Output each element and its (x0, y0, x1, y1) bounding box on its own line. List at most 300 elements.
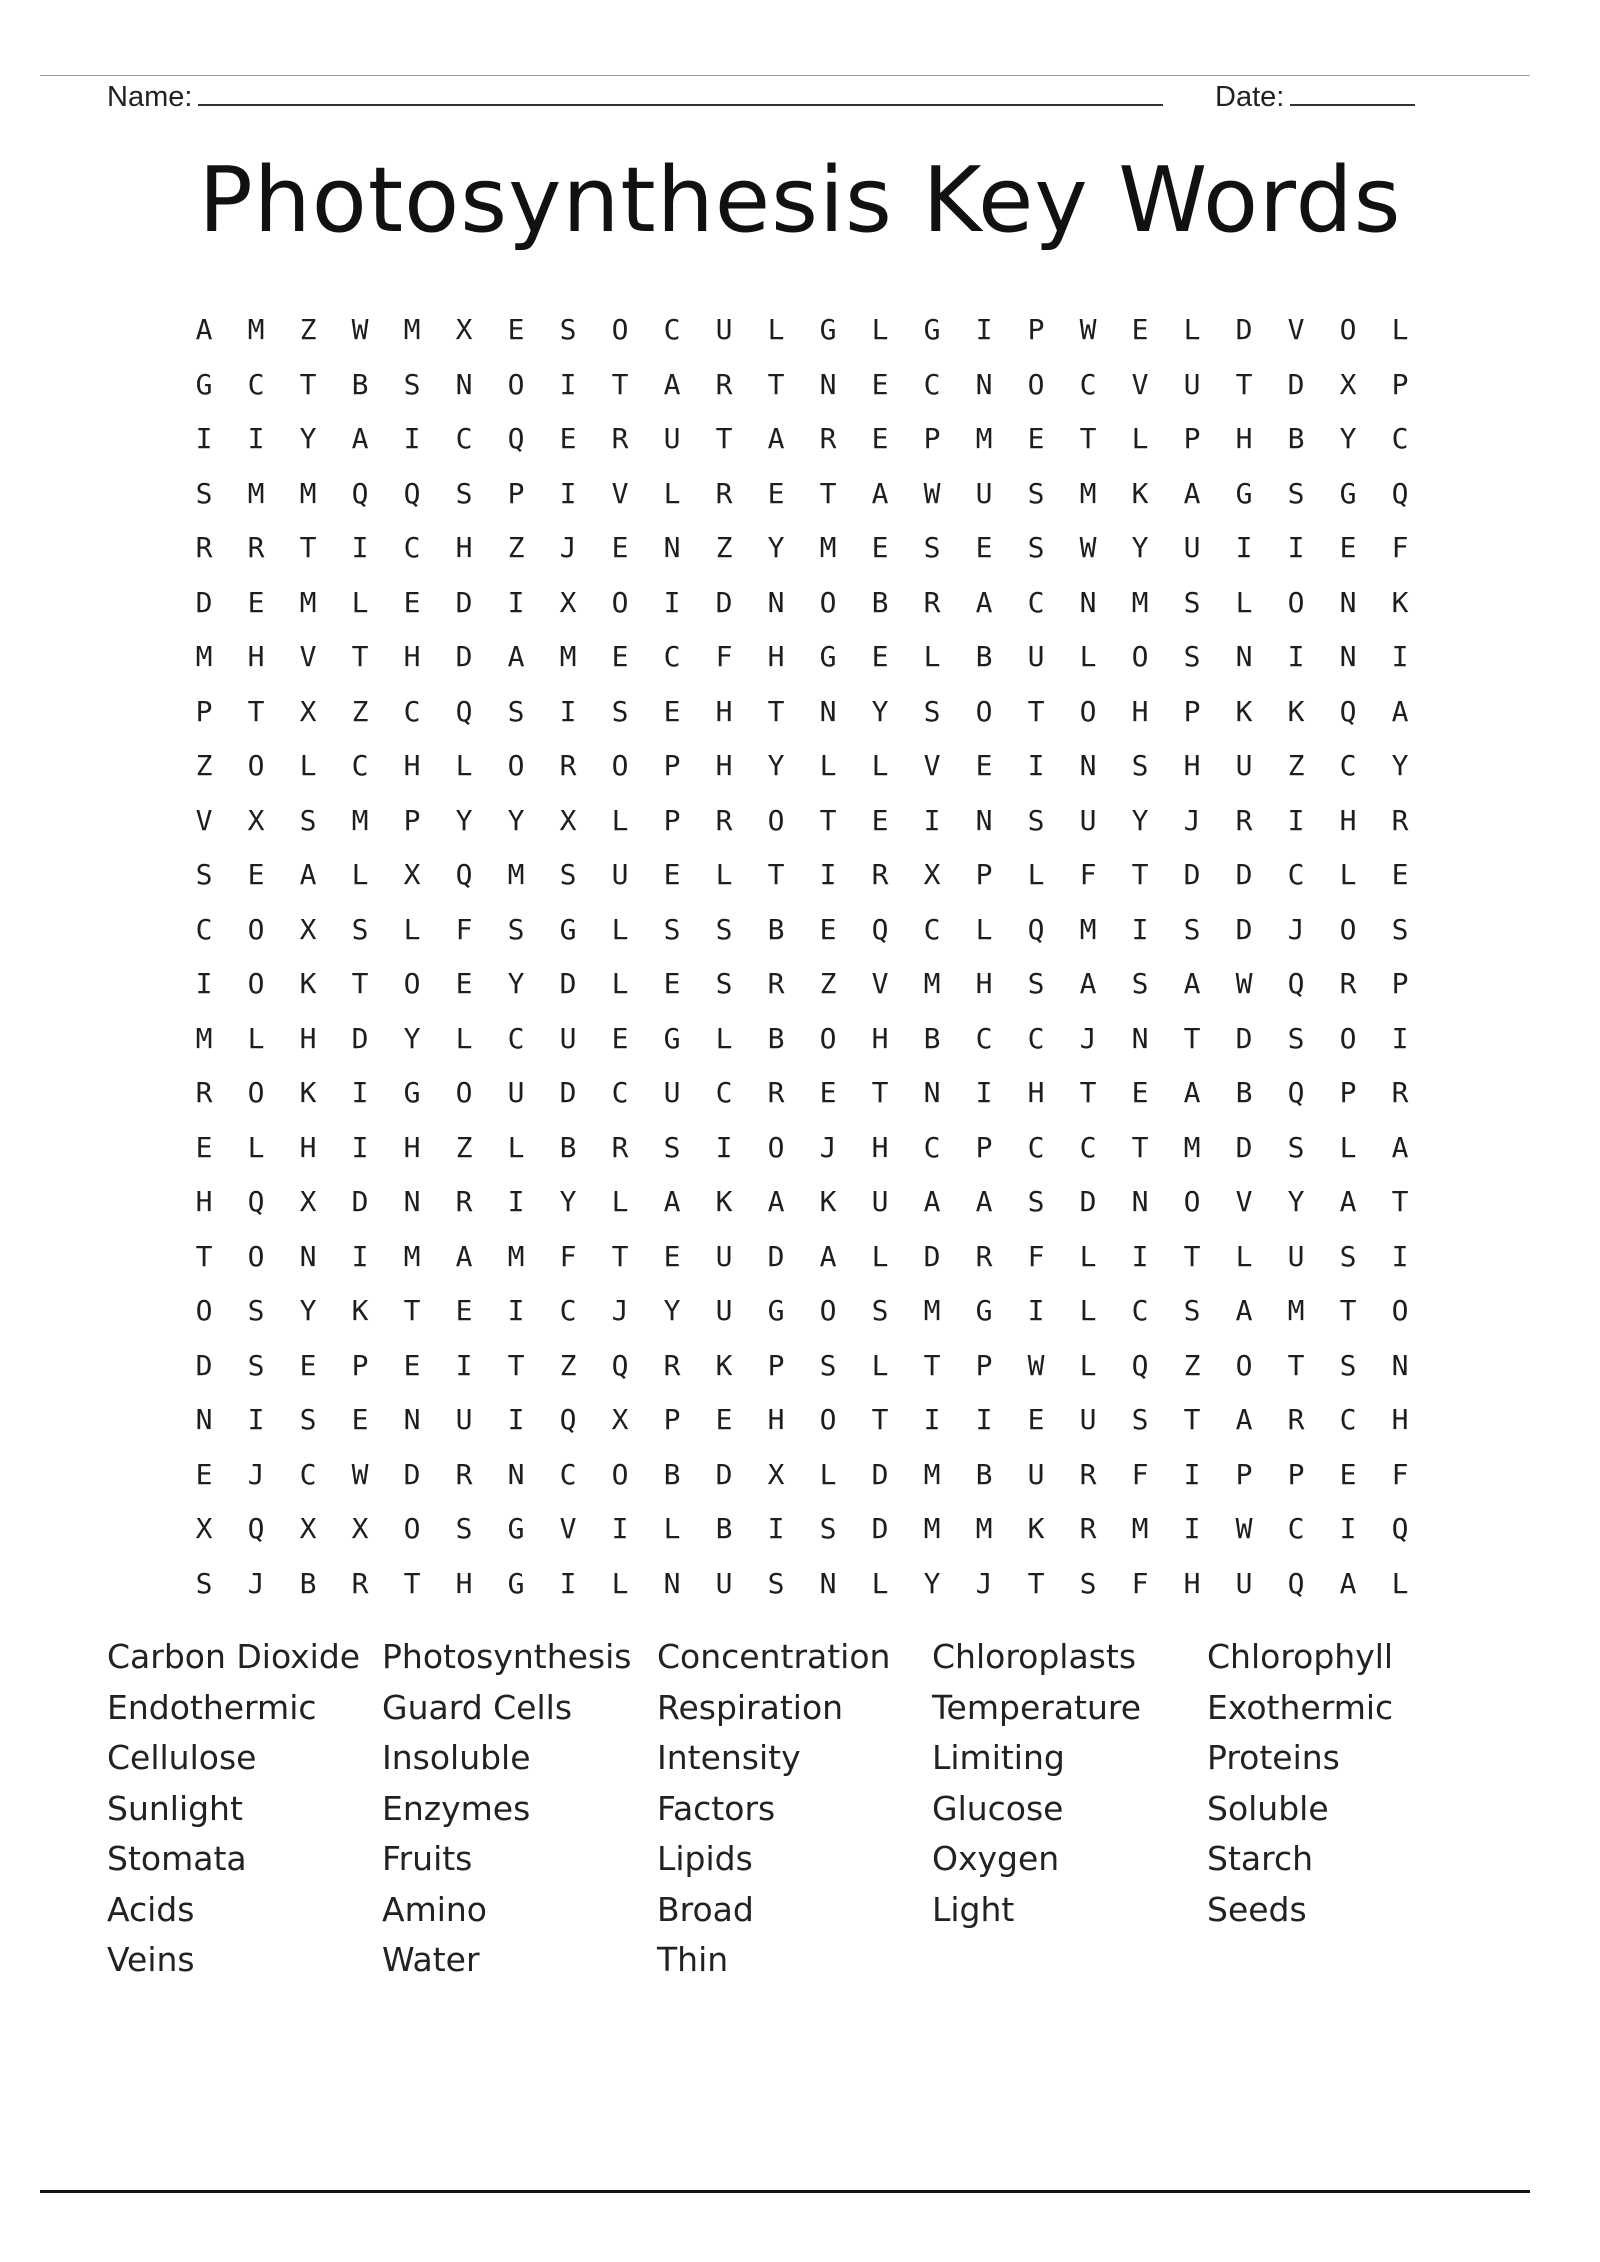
grid-letter: C (923, 1130, 941, 1164)
grid-letter: M (247, 476, 265, 510)
word-list-item: Glucose (932, 1788, 1064, 1828)
grid-letter: W (923, 476, 941, 510)
grid-letter: O (767, 803, 785, 837)
grid-letter: X (403, 858, 421, 891)
grid-letter: L (611, 912, 629, 946)
grid-letter: E (715, 1403, 733, 1436)
grid-letter: D (1287, 367, 1305, 401)
grid-letter: D (1235, 1021, 1253, 1055)
grid-letter: U (1079, 1403, 1097, 1436)
grid-letter: T (871, 1076, 889, 1109)
grid-letter: O (247, 912, 265, 946)
grid-letter: L (975, 912, 993, 946)
grid-letter: L (767, 313, 785, 346)
grid-letter: M (975, 1512, 993, 1545)
grid-letter: T (1131, 1130, 1149, 1164)
grid-letter: C (559, 1457, 577, 1491)
grid-letter: I (975, 1403, 993, 1436)
grid-letter: I (1235, 531, 1253, 564)
grid-letter: G (819, 640, 837, 673)
grid-letter: A (975, 585, 993, 619)
grid-letter: C (1391, 422, 1409, 455)
grid-letter: B (663, 1457, 681, 1491)
grid-letter: B (975, 1457, 993, 1491)
grid-letter: C (351, 749, 369, 782)
grid-letter: Z (195, 749, 213, 782)
grid-letter: Y (871, 694, 889, 728)
grid-letter: S (1131, 749, 1149, 782)
grid-letter: I (1183, 1512, 1201, 1545)
grid-letter: T (1183, 1021, 1201, 1055)
grid-letter: S (715, 967, 733, 1000)
word-list-item: Guard Cells (382, 1687, 573, 1727)
grid-letter: L (1183, 313, 1201, 346)
word-list-item: Stomata (107, 1839, 247, 1878)
grid-letter: H (247, 640, 265, 673)
grid-letter: N (507, 1457, 525, 1491)
grid-letter: P (663, 1403, 681, 1436)
grid-letter: R (767, 1076, 785, 1109)
grid-letter: V (923, 749, 941, 782)
grid-letter: K (819, 1185, 837, 1218)
grid-letter: H (299, 1021, 317, 1055)
grid-letter: G (923, 313, 941, 346)
grid-letter: T (351, 640, 369, 673)
grid-letter: O (819, 585, 837, 619)
grid-letter: R (819, 422, 837, 455)
grid-letter: V (559, 1512, 577, 1545)
grid-letter: W (1235, 1512, 1253, 1545)
grid-letter: L (923, 640, 941, 673)
grid-letter: H (1339, 803, 1357, 837)
grid-letter: S (195, 476, 213, 510)
grid-letter: A (299, 858, 317, 891)
grid-letter: X (299, 1185, 317, 1218)
grid-letter: T (403, 1294, 421, 1327)
grid-letter: I (663, 585, 681, 619)
grid-letter: H (299, 1130, 317, 1164)
grid-letter: R (247, 531, 265, 564)
grid-letter: Q (1287, 1076, 1305, 1109)
grid-letter: D (715, 585, 733, 619)
grid-letter: M (923, 1457, 941, 1491)
grid-letter: C (455, 422, 473, 455)
grid-letter: T (923, 1348, 941, 1382)
grid-letter: K (1027, 1512, 1045, 1545)
grid-letter: P (767, 1348, 785, 1382)
grid-letter: M (1131, 585, 1149, 619)
grid-letter: E (975, 531, 993, 564)
grid-letter: T (767, 367, 785, 401)
grid-letter: K (1287, 694, 1305, 728)
grid-letter: T (1027, 694, 1045, 728)
grid-letter: O (611, 749, 629, 782)
grid-letter: J (1079, 1021, 1097, 1055)
grid-letter: P (923, 422, 941, 455)
grid-letter: T (767, 858, 785, 891)
grid-letter: R (1391, 1076, 1409, 1109)
grid-letter: H (767, 640, 785, 673)
grid-letter: M (195, 640, 213, 673)
grid-letter: T (767, 694, 785, 728)
grid-letter: L (299, 749, 317, 782)
grid-letter: R (559, 749, 577, 782)
grid-letter: T (1183, 1239, 1201, 1273)
word-list-item: Temperature (932, 1687, 1142, 1727)
grid-letter: R (767, 967, 785, 1000)
grid-letter: H (975, 967, 993, 1000)
grid-letter: X (923, 858, 941, 891)
grid-letter: E (455, 1294, 473, 1327)
grid-letter: C (663, 313, 681, 346)
grid-letter: X (559, 803, 577, 837)
grid-letter: Y (507, 803, 525, 837)
grid-letter: O (1339, 1021, 1357, 1055)
grid-letter: A (1079, 967, 1097, 1000)
grid-letter: Y (403, 1021, 421, 1055)
grid-letter: H (871, 1130, 889, 1164)
grid-letter: N (975, 367, 993, 401)
date-field[interactable] (1215, 78, 1415, 114)
grid-letter: C (247, 367, 265, 401)
grid-letter: D (1183, 858, 1201, 891)
grid-letter: U (871, 1185, 889, 1218)
grid-letter: X (195, 1512, 213, 1545)
grid-letter: Q (247, 1185, 265, 1218)
grid-letter: F (455, 912, 473, 946)
word-list-item: Carbon Dioxide (107, 1637, 361, 1676)
grid-letter: T (1235, 367, 1253, 401)
grid-letter: W (351, 1457, 369, 1491)
grid-letter: L (351, 858, 369, 891)
grid-letter: E (611, 1021, 629, 1055)
grid-letter: E (1131, 313, 1149, 346)
grid-letter: S (195, 858, 213, 891)
word-list-item: Chlorophyll (1207, 1637, 1394, 1676)
grid-letter: E (247, 858, 265, 891)
letter-grid (178, 303, 1426, 1611)
grid-letter: L (663, 1512, 681, 1545)
grid-letter: Y (767, 531, 785, 564)
grid-letter: T (1183, 1403, 1201, 1436)
grid-letter: S (611, 694, 629, 728)
grid-letter: A (1339, 1185, 1357, 1218)
grid-letter: S (1287, 1021, 1305, 1055)
grid-letter: P (1183, 694, 1201, 728)
grid-letter: O (1027, 367, 1045, 401)
grid-letter: R (195, 1076, 213, 1109)
grid-letter: Q (507, 422, 525, 455)
grid-letter: U (455, 1403, 473, 1436)
grid-letter: I (1339, 1512, 1357, 1545)
date-blank-line[interactable] (1290, 78, 1415, 106)
grid-letter: C (1287, 858, 1305, 891)
grid-letter: D (559, 967, 577, 1000)
grid-letter: J (1183, 803, 1201, 837)
grid-letter: N (299, 1239, 317, 1273)
grid-letter: Q (455, 694, 473, 728)
grid-letter: O (247, 749, 265, 782)
grid-letter: E (195, 1457, 213, 1491)
grid-letter: A (1235, 1403, 1253, 1436)
grid-letter: M (299, 585, 317, 619)
word-list-item: Insoluble (382, 1738, 531, 1777)
grid-letter: L (871, 749, 889, 782)
grid-letter: Y (1131, 531, 1149, 564)
grid-letter: O (1131, 640, 1149, 673)
grid-letter: A (1183, 967, 1201, 1000)
grid-letter: I (559, 1566, 577, 1600)
word-list-item: Light (932, 1889, 1015, 1929)
grid-letter: P (975, 858, 993, 891)
grid-letter: S (247, 1294, 265, 1327)
grid-letter: S (507, 912, 525, 946)
grid-letter: X (611, 1403, 629, 1436)
grid-letter: P (663, 749, 681, 782)
word-list-item: Exothermic (1207, 1687, 1394, 1727)
grid-letter: T (299, 531, 317, 564)
grid-letter: O (403, 1512, 421, 1545)
grid-letter: D (1235, 1130, 1253, 1164)
grid-letter: R (715, 803, 733, 837)
grid-letter: I (507, 1294, 525, 1327)
grid-letter: O (1339, 912, 1357, 946)
grid-letter: D (1235, 313, 1253, 346)
grid-letter: S (1027, 531, 1045, 564)
grid-letter: M (1183, 1130, 1201, 1164)
grid-letter: A (663, 1185, 681, 1218)
grid-letter: M (351, 803, 369, 837)
grid-letter: R (1079, 1512, 1097, 1545)
grid-letter: V (1287, 313, 1305, 346)
grid-letter: O (611, 313, 629, 346)
grid-letter: A (871, 476, 889, 510)
grid-letter: L (871, 1348, 889, 1382)
grid-letter: C (923, 367, 941, 401)
grid-letter: F (1391, 1457, 1409, 1491)
grid-letter: K (351, 1294, 369, 1327)
grid-letter: H (403, 1130, 421, 1164)
grid-letter: E (299, 1348, 317, 1382)
grid-letter: D (351, 1185, 369, 1218)
grid-letter: I (507, 1185, 525, 1218)
grid-letter: O (1391, 1294, 1409, 1327)
grid-letter: I (1391, 640, 1409, 673)
grid-letter: N (1391, 1348, 1409, 1382)
grid-letter: E (663, 694, 681, 728)
grid-letter: M (923, 1294, 941, 1327)
grid-letter: Q (1391, 1512, 1409, 1545)
grid-letter: M (819, 531, 837, 564)
grid-letter: E (871, 531, 889, 564)
grid-letter: T (403, 1566, 421, 1600)
grid-letter: C (559, 1294, 577, 1327)
grid-letter: A (819, 1239, 837, 1273)
word-list-item: Oxygen (932, 1839, 1060, 1878)
grid-letter: C (975, 1021, 993, 1055)
grid-letter: I (611, 1512, 629, 1545)
grid-letter: R (1339, 967, 1357, 1000)
grid-letter: N (403, 1185, 421, 1218)
word-list-item: Intensity (657, 1738, 801, 1777)
grid-letter: N (1339, 640, 1357, 673)
grid-letter: Q (1391, 476, 1409, 510)
grid-letter: E (507, 313, 525, 346)
grid-letter: B (871, 585, 889, 619)
grid-letter: L (715, 858, 733, 891)
date-label: Date: (1215, 81, 1285, 113)
grid-letter: U (715, 313, 733, 346)
grid-letter: B (715, 1512, 733, 1545)
grid-letter: A (1391, 1130, 1409, 1164)
grid-letter: I (1287, 640, 1305, 673)
grid-letter: A (663, 367, 681, 401)
grid-letter: C (611, 1076, 629, 1109)
grid-letter: D (455, 585, 473, 619)
grid-letter: Y (923, 1566, 941, 1600)
grid-letter: I (715, 1130, 733, 1164)
grid-letter: I (403, 422, 421, 455)
grid-letter: P (1287, 1457, 1305, 1491)
grid-letter: N (1235, 640, 1253, 673)
word-list-item: Starch (1207, 1839, 1314, 1878)
grid-letter: U (715, 1294, 733, 1327)
grid-letter: X (455, 313, 473, 346)
grid-letter: X (247, 803, 265, 837)
grid-letter: D (1235, 858, 1253, 891)
grid-letter: T (715, 422, 733, 455)
grid-letter: G (403, 1076, 421, 1109)
grid-letter: Z (299, 313, 317, 346)
grid-letter: H (1391, 1403, 1409, 1436)
grid-letter: K (299, 967, 317, 1000)
grid-letter: D (455, 640, 473, 673)
grid-letter: M (507, 858, 525, 891)
grid-letter: H (1183, 1566, 1201, 1600)
grid-letter: I (351, 1130, 369, 1164)
grid-letter: B (351, 367, 369, 401)
grid-letter: E (455, 967, 473, 1000)
grid-letter: E (871, 367, 889, 401)
name-blank-line[interactable] (198, 78, 1163, 106)
grid-letter: I (1391, 1239, 1409, 1273)
grid-letter: O (247, 1239, 265, 1273)
grid-letter: C (1339, 749, 1357, 782)
grid-letter: S (871, 1294, 889, 1327)
grid-letter: T (351, 967, 369, 1000)
grid-letter: L (611, 803, 629, 837)
grid-letter: B (767, 912, 785, 946)
grid-letter: K (299, 1076, 317, 1109)
grid-letter: G (195, 367, 213, 401)
grid-letter: L (871, 1239, 889, 1273)
grid-letter: B (559, 1130, 577, 1164)
grid-letter: J (975, 1566, 993, 1600)
grid-letter: E (403, 1348, 421, 1382)
grid-letter: U (1183, 531, 1201, 564)
grid-letter: E (871, 803, 889, 837)
grid-letter: M (195, 1021, 213, 1055)
word-list-item: Factors (657, 1788, 776, 1828)
grid-letter: D (351, 1021, 369, 1055)
grid-letter: P (1235, 1457, 1253, 1491)
grid-letter: Y (1391, 749, 1409, 782)
grid-letter: Y (1287, 1185, 1305, 1218)
grid-letter: U (715, 1239, 733, 1273)
grid-letter: H (455, 1566, 473, 1600)
grid-letter: I (559, 476, 577, 510)
grid-letter: C (1027, 1021, 1045, 1055)
grid-letter: I (1131, 912, 1149, 946)
grid-letter: O (247, 967, 265, 1000)
grid-letter: O (819, 1403, 837, 1436)
grid-letter: L (611, 967, 629, 1000)
grid-letter: S (819, 1348, 837, 1382)
grid-letter: M (1131, 1512, 1149, 1545)
grid-letter: R (1235, 803, 1253, 837)
grid-letter: T (247, 694, 265, 728)
grid-letter: R (455, 1185, 473, 1218)
grid-letter: N (455, 367, 473, 401)
grid-letter: E (1391, 858, 1409, 891)
grid-letter: E (663, 967, 681, 1000)
bottom-rule (40, 2190, 1530, 2193)
grid-letter: R (455, 1457, 473, 1491)
grid-letter: M (403, 1239, 421, 1273)
grid-letter: Y (1339, 422, 1357, 455)
grid-letter: C (1079, 1130, 1097, 1164)
grid-letter: Q (455, 858, 473, 891)
grid-letter: N (819, 367, 837, 401)
grid-letter: X (299, 912, 317, 946)
grid-letter: H (1183, 749, 1201, 782)
grid-letter: R (715, 476, 733, 510)
grid-letter: E (403, 585, 421, 619)
grid-letter: P (195, 694, 213, 728)
grid-letter: Z (507, 531, 525, 564)
grid-letter: Q (1287, 967, 1305, 1000)
grid-letter: H (715, 749, 733, 782)
grid-letter: Z (559, 1348, 577, 1382)
grid-letter: G (1339, 476, 1357, 510)
grid-letter: E (871, 422, 889, 455)
grid-letter: X (767, 1457, 785, 1491)
grid-letter: F (1027, 1239, 1045, 1273)
name-field[interactable] (107, 78, 1163, 114)
grid-letter: R (351, 1566, 369, 1600)
grid-letter: A (455, 1239, 473, 1273)
grid-letter: S (455, 1512, 473, 1545)
grid-letter: T (195, 1239, 213, 1273)
grid-letter: Q (1027, 912, 1045, 946)
grid-letter: D (559, 1076, 577, 1109)
grid-letter: S (299, 803, 317, 837)
word-list-item: Soluble (1207, 1788, 1329, 1828)
grid-letter: S (663, 912, 681, 946)
grid-letter: Q (403, 476, 421, 510)
grid-letter: R (923, 585, 941, 619)
grid-letter: U (507, 1076, 525, 1109)
grid-letter: N (1131, 1021, 1149, 1055)
grid-letter: P (975, 1130, 993, 1164)
grid-letter: S (1079, 1566, 1097, 1600)
grid-letter: U (1027, 1457, 1045, 1491)
grid-letter: O (403, 967, 421, 1000)
grid-letter: W (1079, 313, 1097, 346)
grid-letter: I (819, 858, 837, 891)
grid-letter: S (923, 694, 941, 728)
word-list-item: Lipids (657, 1839, 753, 1878)
